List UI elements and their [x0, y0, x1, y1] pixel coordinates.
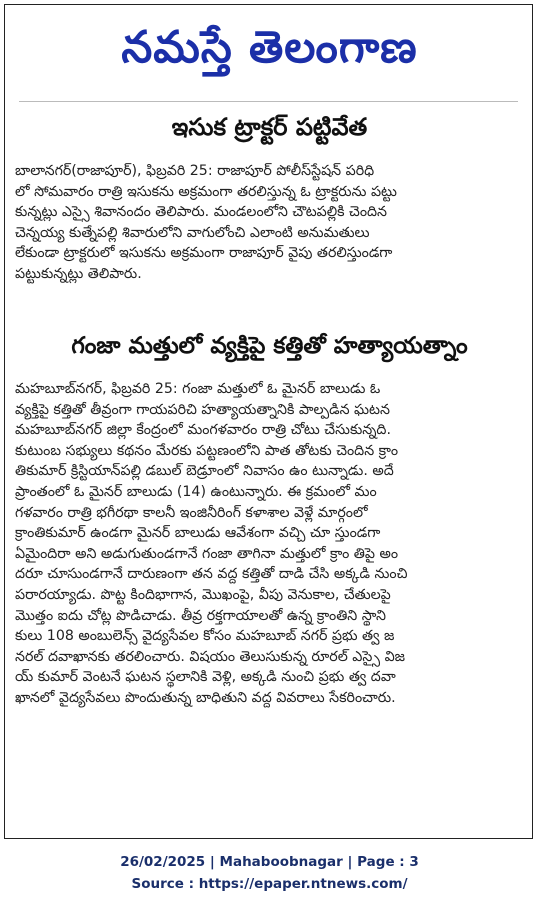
footer-dateline: 26/02/2025 | Mahaboobnagar | Page : 3 — [120, 854, 419, 870]
article-2-line: నరల్ దవాఖానకు తరలించారు. విషయం తెలుసుకున్న రూరల్ ఎస్సై విజ — [15, 648, 406, 665]
article-2-line: ఏమైందిరా అని అడుగుతుండగానే గంజా తాగినా మత్తులో క్రాం తిపై అం — [15, 545, 399, 562]
article-2-line: కుటుంబ సభ్యులు కథనం మేరకు పట్టణంలోని పాత తోటకు చెందిన క్రాం — [15, 442, 399, 459]
article-2-line: ఖానలో వైద్యసేవలు పొందుతున్న బాధితుని వద్ద వివరాలు సేకరించారు. — [15, 689, 396, 706]
article-1-line: లో సోమవారం రాత్రి ఇసుకను అక్రమంగా తరలిస్తున్న ఓ ట్రాక్టరును పట్టు — [15, 183, 397, 200]
article-1-line: చెన్నయ్య కుత్నేపల్లి శివారులోని వాగులోంచి ఎలాంటి అనుమతులు — [15, 224, 370, 241]
clipping-frame — [4, 4, 533, 839]
footer-source-link[interactable]: Source : https://epaper.ntnews.com/ — [131, 876, 408, 892]
article-2-line: ప్రాంతంలో ఓ మైనర్ బాలుడు (14) ఉంటున్నారు. ఈ క్రమంలో మం — [15, 483, 377, 500]
article-2-line: క్రాంతికుమార్ ఉండగా మైనర్ బాలుడు ఆవేశంగా వచ్చి చూ స్తుండగా — [15, 525, 381, 542]
article-2-line: య్ కుమార్ వెంటనే ఘటన స్థలానికి వెళ్లి, అక్కడి నుంచి ప్రభు త్వ దవా — [15, 669, 396, 686]
article-2-line: తికుమార్ క్రిస్టియాన్‌పల్లి డబుల్ బెడ్రూంలో నివాసం ఉం టున్నాడు. అదే — [15, 463, 394, 480]
article-1-headline: ఇసుక ట్రాక్టర్ పట్టివేత — [171, 113, 368, 141]
article-2-line: దరూ చూసుండగానే దారుణంగా తన వద్ద కత్తితో దాడి చేసి అక్కడి నుంచి — [15, 566, 408, 583]
article-2-line: మహబూబ్‌నగర్, ఫిబ్రవరి 25: గంజా మత్తులో ఓ మైనర్ బాలుడు ఓ — [15, 381, 381, 397]
article-1-line: లేకుండా ట్రాక్టరులో ఇసుకను అక్రమంగా రాజాపూర్ వైపు తరలిస్తుండగా — [15, 245, 393, 262]
article-2-line: పరారయ్యాడు. పొట్ట కిందిభాగాన, మొఖంపై, వీపు వెనుకాల, చేతులపై — [15, 586, 391, 603]
article-2-line: వ్యక్తిపై కత్తితో తీవ్రంగా గాయపరిచి హత్యాయత్నానికి పాల్పడిన ఘటన — [15, 401, 390, 418]
newspaper-masthead: నమస్తే తెలంగాణ — [121, 22, 418, 73]
article-1-body — [15, 161, 523, 285]
article-1-line: కున్నట్లు ఎస్సై శివానందం తెలిపారు. మండలంలోని చౌటపల్లికి చెందిన — [15, 204, 387, 221]
article-2-line: మొత్తం ఐదు చోట్ల పొడిచాడు. తీవ్ర రక్తగాయాలతో ఉన్న క్రాంతిని స్థాని — [15, 607, 386, 624]
article-2-line: మహబూబ్‌నగర్ జిల్లా కేంద్రంలో మంగళవారం రాత్రి చోటు చేసుకున్నది. — [15, 422, 391, 439]
article-2-line: కులు 108 అంబులెన్స్ వైద్యసేవల కోసం మహబూబ్ నగర్ ప్రభు త్వ జ — [15, 628, 395, 645]
article-2-body — [15, 379, 523, 709]
article-1-line: పట్టుకున్నట్లు తెలిపారు. — [15, 265, 142, 282]
article-2-headline: గంజా మత్తులో వ్యక్తిపై కత్తితో హత్యాయత్నాం — [71, 333, 468, 359]
divider-rule — [19, 101, 518, 102]
article-2-line: గళవారం రాత్రి భగీరథా కాలనీ ఇంజినీరింగ్ కళాశాల వెళ్లే మార్గంలో — [15, 504, 368, 521]
article-1-line: బాలానగర్(రాజాపూర్), ఫిబ్రవరి 25: రాజాపూర్ పోలీస్‌స్టేషన్ పరిధి — [15, 163, 375, 179]
